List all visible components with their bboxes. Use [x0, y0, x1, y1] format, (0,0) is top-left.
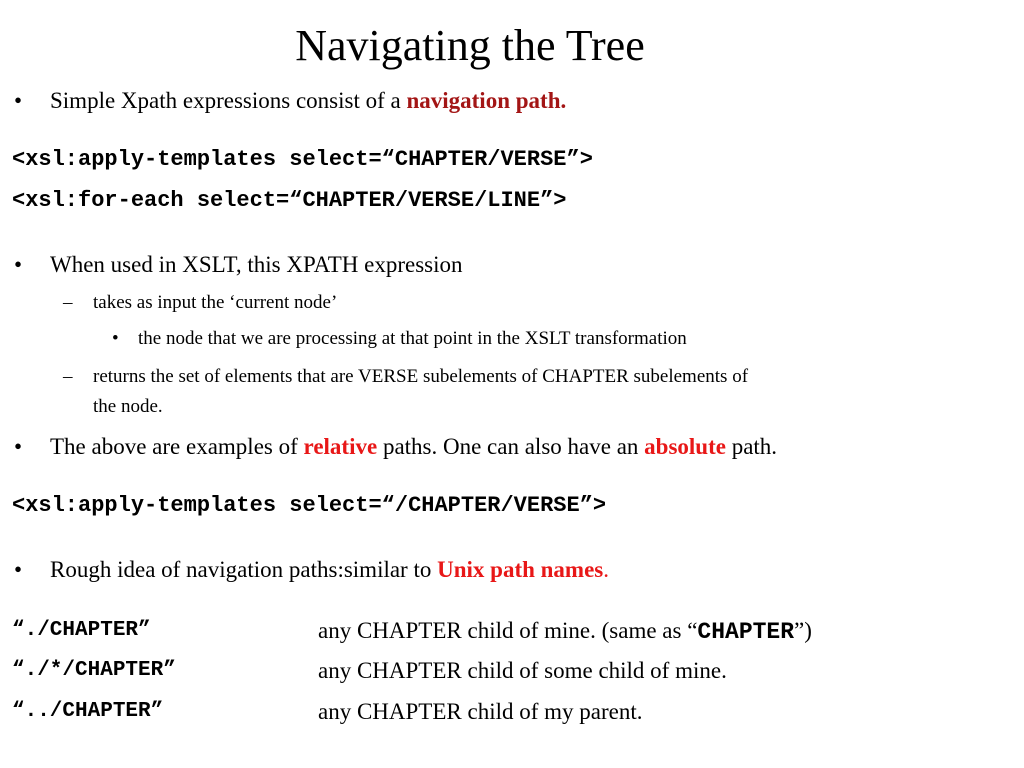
sub-bullet-text: returns the set of elements that are VERSE subelements of CHAPTER subelements of: [93, 366, 749, 387]
description-text-post: ”): [794, 618, 812, 643]
bullet-text-post: path.: [725, 434, 778, 459]
sub-sub-bullet-text: the node that we are processing at that point in the XSLT transformation: [138, 328, 687, 349]
highlight-unix-path-names: Unix path names: [437, 557, 604, 582]
code-line-apply-templates: <xsl:apply-templates select=“CHAPTER/VERSE”>: [12, 147, 593, 172]
path-example-chapter: “./CHAPTER”: [12, 619, 151, 642]
dash-mark: –: [63, 292, 73, 313]
description-code: CHAPTER: [697, 619, 795, 645]
path-example-any-child: “./*/CHAPTER”: [12, 659, 176, 682]
path-description-parent: any CHAPTER child of my parent.: [318, 699, 643, 724]
highlight-absolute: absolute: [644, 434, 726, 459]
highlight-relative: relative: [303, 434, 378, 459]
path-description-chapter: [318, 616, 812, 647]
highlight-navigation-path: navigation path.: [406, 88, 567, 113]
bullet-mark: •: [14, 252, 23, 277]
bullet-text: When used in XSLT, this XPATH expression: [50, 252, 463, 277]
bullet-mark: •: [112, 328, 119, 349]
code-line-absolute-path: <xsl:apply-templates select=“/CHAPTER/VERSE”>: [12, 493, 607, 518]
sub-bullet-text: takes as input the ‘current node’: [93, 292, 338, 313]
bullet-text: Simple Xpath expressions consist of a: [50, 88, 407, 113]
sub-sub-bullet-node-definition: [112, 326, 687, 352]
sub-bullet-current-node: [63, 290, 337, 316]
bullet-text-pre: Rough idea of navigation paths:similar to: [50, 557, 438, 582]
sub-bullet-returns-set: [63, 364, 748, 390]
bullet-xslt-usage: [14, 250, 463, 280]
bullet-unix-paths: [14, 555, 609, 585]
path-description-any-child: any CHAPTER child of some child of mine.: [318, 658, 727, 683]
slide-title: Navigating the Tree: [295, 21, 645, 70]
path-example-parent: “../CHAPTER”: [12, 700, 164, 723]
bullet-text-pre: The above are examples of: [50, 434, 304, 459]
bullet-text-post: .: [603, 557, 610, 582]
bullet-mark: •: [14, 557, 23, 582]
bullet-mark: •: [14, 88, 23, 113]
bullet-text-mid: paths. One can also have an: [377, 434, 645, 459]
bullet-navigation-path: [14, 86, 566, 116]
description-text: any CHAPTER child of mine. (same as “: [318, 618, 698, 643]
bullet-mark: •: [14, 434, 23, 459]
bullet-relative-absolute: [14, 432, 777, 462]
sub-bullet-returns-set-continued: the node.: [93, 396, 163, 417]
dash-mark: –: [63, 366, 73, 387]
code-line-for-each: <xsl:for-each select=“CHAPTER/VERSE/LINE”>: [12, 188, 567, 213]
